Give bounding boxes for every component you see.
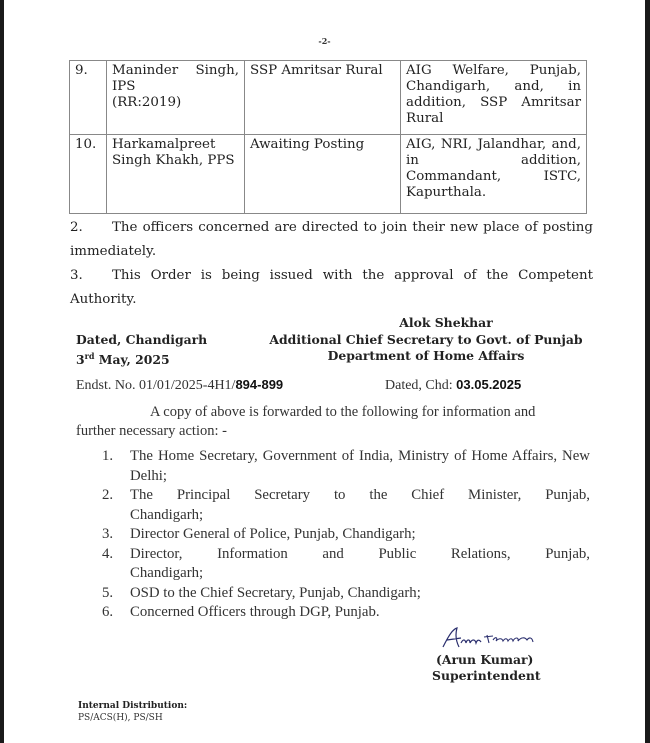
- list-number: 5.: [102, 584, 114, 601]
- endorsement-range: 894-899: [235, 377, 284, 392]
- endorsement-prefix: Endst. No. 01/01/2025-4H1/: [76, 378, 236, 393]
- date-day: 3: [76, 352, 85, 368]
- postings-table: [69, 60, 587, 214]
- signatory-name: Alok Shekhar: [399, 315, 493, 330]
- paragraph-3: [70, 264, 593, 312]
- list-number: 3.: [102, 526, 114, 542]
- internal-distribution-value: PS/ACS(H), PS/SH: [78, 713, 163, 723]
- serial-number: 9.: [70, 61, 107, 135]
- officer-name-line: Singh Khakh, PPS: [112, 153, 235, 168]
- table-row: [70, 135, 587, 214]
- officer-name: [107, 61, 245, 135]
- list-item: [102, 486, 590, 525]
- officer-name: [107, 135, 245, 214]
- list-number: 2.: [102, 487, 114, 503]
- new-posting: AIG, NRI, Jalandhar, and, in addition, Commandant, ISTC, Kapurthala.: [401, 135, 587, 214]
- officer-batch: (RR:2019): [112, 95, 182, 110]
- list-text: Director General of Police, Punjab, Chandigarh;: [130, 526, 416, 542]
- paragraph-text: The officers concerned are directed to join their new place of posting: [112, 220, 593, 235]
- paragraph-line: [70, 264, 593, 288]
- document-page: [4, 0, 645, 743]
- superintendent-name: (Arun Kumar): [436, 652, 534, 667]
- date-rest: May, 2025: [94, 352, 170, 368]
- list-item: [102, 603, 590, 623]
- paragraph-2: [70, 216, 593, 264]
- endorsement-date-value: 03.05.2025: [456, 377, 522, 392]
- paragraph-text: immediately.: [70, 244, 157, 259]
- order-date: [76, 348, 207, 368]
- paragraph-text: This Order is being issued with the approval of the Competent: [112, 268, 593, 283]
- copy-intro-line: A copy of above is forwarded to the following for information and: [150, 404, 536, 420]
- list-item: [102, 447, 590, 486]
- paragraph-number: 3.: [70, 268, 83, 283]
- dated-place: Dated, Chandigarh: [76, 332, 208, 347]
- paragraph-number: 2.: [70, 220, 83, 235]
- copy-intro-line: further necessary action: -: [76, 423, 227, 439]
- signatory-department: Department of Home Affairs: [327, 348, 525, 363]
- signatory-designation: Additional Chief Secretary to Govt. of Punjab: [269, 331, 583, 347]
- list-text: Concerned Officers through DGP, Punjab.: [130, 604, 380, 620]
- endorsement-date-label: Dated, Chd:: [385, 378, 457, 393]
- officer-service: IPS: [112, 79, 136, 94]
- endorsement-number: [76, 377, 283, 394]
- new-posting: AIG Welfare, Punjab, Chandigarh, and, in addition, SSP Amritsar Rural: [401, 61, 587, 135]
- current-posting: Awaiting Posting: [245, 135, 401, 214]
- serial-number: 10.: [70, 135, 107, 214]
- date-suffix: rd: [84, 351, 95, 361]
- order-signatory-block: [256, 315, 596, 365]
- list-text: Chandigarh;: [130, 506, 204, 523]
- list-text: The Principal Secretary to the Chief Minister, Punjab,: [130, 487, 590, 503]
- list-text: Director, Information and Public Relations, Punjab,: [130, 545, 590, 562]
- list-text: Chandigarh;: [130, 565, 204, 581]
- list-text: OSD to the Chief Secretary, Punjab, Chandigarh;: [130, 584, 421, 601]
- list-item: [102, 545, 590, 584]
- list-item: [102, 525, 590, 545]
- internal-distribution-heading: Internal Distribution:: [78, 701, 188, 711]
- page-number: -2-: [318, 36, 331, 46]
- list-number: 1.: [102, 448, 114, 464]
- paragraph-text: Authority.: [70, 292, 137, 307]
- endorsement-date: [385, 377, 521, 394]
- paragraph-line: [70, 216, 593, 240]
- list-number: 6.: [102, 604, 114, 620]
- officer-name-line: Maninder Singh,: [112, 63, 239, 78]
- list-text: The Home Secretary, Government of India, Ministry of Home Affairs, New Delhi;: [130, 448, 590, 484]
- officer-name-line: Harkamalpreet: [112, 137, 216, 152]
- handwritten-signature: [439, 625, 539, 651]
- list-item: [102, 584, 590, 604]
- distribution-list: [102, 447, 590, 623]
- copy-intro: [76, 403, 592, 441]
- table-row: [70, 61, 587, 135]
- internal-distribution: [78, 700, 187, 724]
- order-date-block: [76, 331, 207, 368]
- superintendent-designation: Superintendent: [432, 668, 541, 683]
- current-posting: SSP Amritsar Rural: [245, 61, 401, 135]
- list-number: 4.: [102, 545, 114, 562]
